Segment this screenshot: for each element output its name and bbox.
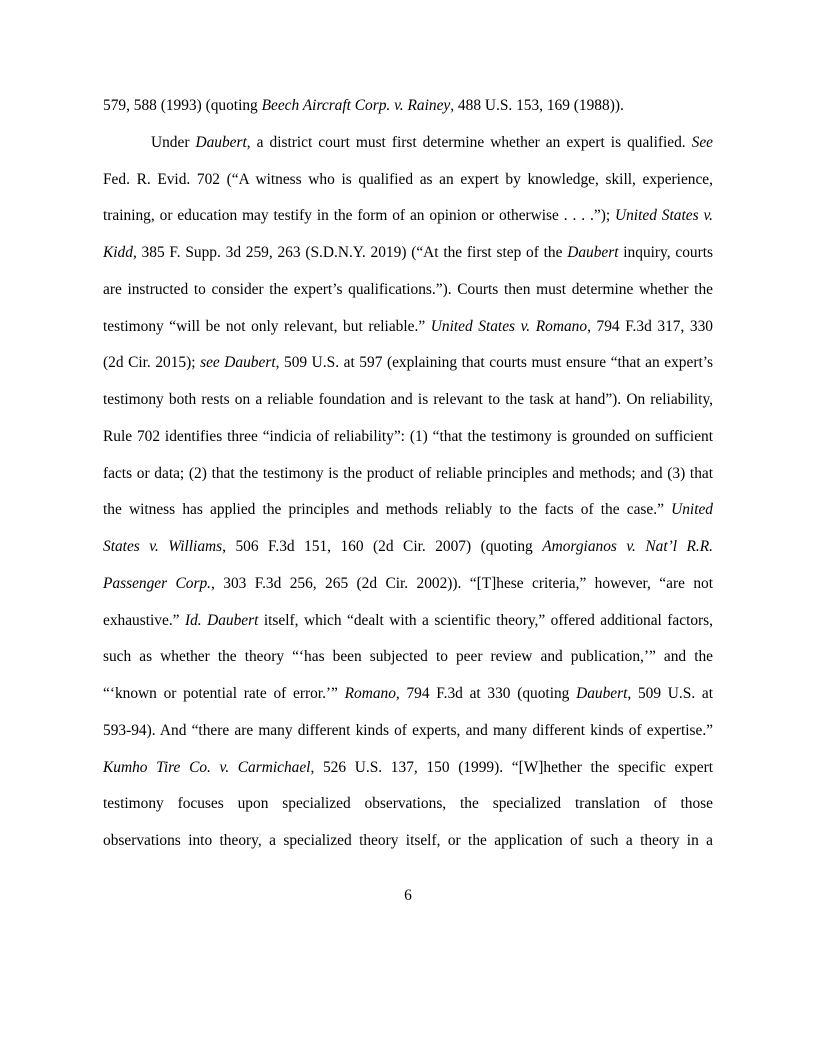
text-run: 593-94). And “there are many different kinds of experts, and many different kinds of expertise.”: [103, 721, 713, 739]
text-line: [103, 831, 713, 851]
italic-citation: Kumho Tire Co. v. Carmichael: [103, 758, 311, 776]
italic-citation: Amorgianos v. Nat’l R.R.: [542, 538, 713, 555]
italic-citation: Daubert: [195, 133, 247, 151]
text-run: observations into theory, a specialized theory itself, or the application of such a theory in a: [103, 832, 713, 849]
text-line: [103, 96, 713, 116]
text-line: [103, 758, 713, 778]
text-line: [103, 537, 713, 557]
text-line: [103, 647, 713, 667]
text-run: , a district court must first determine whether an expert is qualified.: [246, 133, 692, 151]
text-run: “‘known or potential rate of error.’”: [103, 685, 345, 702]
text-run: , 526 U.S. 137, 150 (1999). “[W]hether the specific expert: [310, 758, 713, 776]
italic-citation: Romano: [344, 685, 396, 702]
italic-citation: Id. Daubert: [184, 611, 259, 629]
text-line: [103, 390, 713, 410]
text-line: [103, 170, 713, 190]
italic-citation: United States v.: [615, 207, 713, 225]
text-run: Under: [151, 133, 196, 151]
text-run: , 794 F.3d 317, 330: [587, 317, 713, 335]
text-line: [103, 243, 713, 263]
page-number: 6: [404, 887, 412, 904]
text-run: itself, which “dealt with a scientific theory,” offered additional factors,: [258, 611, 713, 629]
text-line: [103, 280, 713, 300]
text-run: the witness has applied the principles and methods reliably to the facts of the case.”: [103, 501, 672, 519]
text-line: [103, 574, 713, 594]
text-run: , 488 U.S. 153, 169 (1988)).: [450, 97, 624, 114]
italic-citation: Beech Aircraft Corp. v. Rainey: [261, 97, 451, 114]
text-line: [103, 353, 713, 373]
text-run: (2d Cir. 2015);: [103, 354, 201, 372]
text-run: testimony “will be not only relevant, but reliable.”: [103, 317, 431, 335]
text-run: , 303 F.3d 256, 265 (2d Cir. 2002)). “[T]hese criteria,” however, “are not: [211, 574, 713, 592]
italic-citation: Passenger Corp.: [103, 574, 212, 592]
text-run: facts or data; (2) that the testimony is the product of reliable principles and methods; and (3) that: [103, 464, 713, 482]
text-line: [103, 427, 713, 447]
text-run: Rule 702 identifies three “indicia of reliability”: (1) “that the testimony is grounded on sufficient: [103, 427, 713, 445]
text-line: [103, 317, 713, 337]
text-run: testimony focuses upon specialized observations, the specialized translation of those: [103, 795, 713, 813]
text-run: such as whether the theory “‘has been subjected to peer review and publication,’” and the: [103, 648, 713, 666]
text-run: exhaustive.”: [103, 611, 185, 629]
italic-citation: United: [671, 501, 713, 519]
text-run: are instructed to consider the expert’s qualifications.”). Courts then must determine whether the: [103, 280, 713, 298]
text-line: [103, 684, 713, 704]
italic-citation: States v. Williams: [103, 538, 223, 555]
text-run: 579, 588 (1993) (quoting: [103, 97, 262, 114]
text-line: [103, 464, 713, 484]
italic-citation: Daubert: [567, 244, 619, 261]
text-line: [151, 133, 713, 153]
text-run: inquiry, courts: [618, 244, 713, 261]
text-run: , 794 F.3d at 330 (quoting: [395, 685, 577, 702]
text-run: Fed. R. Evid. 702 (“A witness who is qualified as an expert by knowledge, skill, experience,: [103, 170, 713, 188]
text-run: testimony both rests on a reliable foundation and is relevant to the task at hand”). On reliability,: [103, 391, 713, 408]
text-run: , 385 F. Supp. 3d 259, 263 (S.D.N.Y. 2019) (“At the first step of the: [132, 244, 568, 261]
text-line: [103, 794, 713, 814]
text-run: training, or education may testify in the form of an opinion or otherwise . . . .”);: [103, 207, 615, 225]
text-run: , 506 F.3d 151, 160 (2d Cir. 2007) (quoting: [222, 538, 543, 555]
text-line: [103, 721, 713, 741]
italic-citation: See: [691, 133, 713, 151]
italic-citation: see Daubert: [200, 354, 276, 372]
italic-citation: United States v. Romano: [430, 317, 588, 335]
text-line: [103, 611, 713, 631]
text-run: , 509 U.S. at: [627, 685, 713, 702]
text-line: [103, 500, 713, 520]
italic-citation: Kidd: [103, 244, 133, 261]
text-line: [103, 206, 713, 226]
text-run: , 509 U.S. at 597 (explaining that courts must ensure “that an expert’s: [275, 354, 713, 372]
italic-citation: Daubert: [576, 685, 628, 702]
